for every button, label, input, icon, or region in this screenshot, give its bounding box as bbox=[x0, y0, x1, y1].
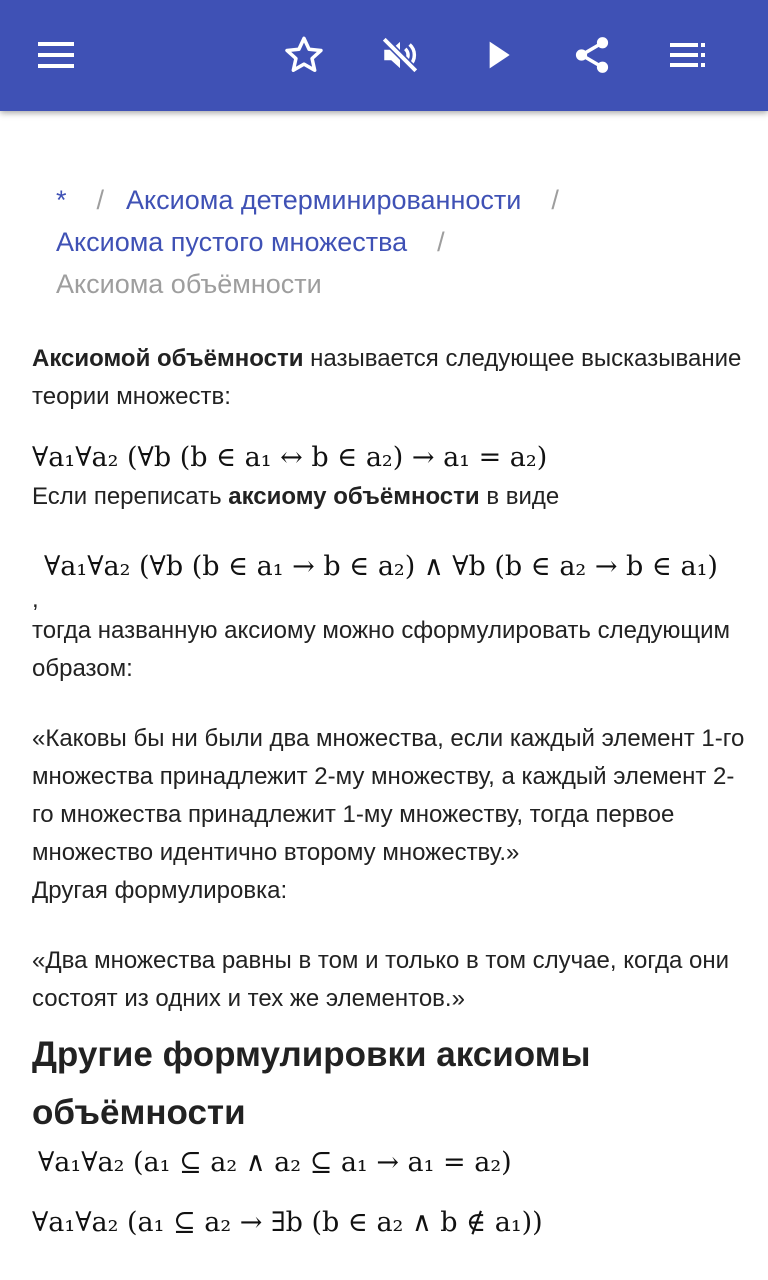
share-button[interactable] bbox=[564, 27, 620, 83]
list-icon bbox=[668, 35, 708, 75]
rewrite-pre: Если переписать bbox=[32, 483, 229, 510]
term-bold: Аксиомой объёмности bbox=[32, 345, 304, 372]
breadcrumb bbox=[56, 179, 756, 305]
then-paragraph: тогда названную аксиому можно сформулировать следующим образом: bbox=[32, 617, 731, 682]
quote-2: «Два множества равны в том и только в том случае, когда они состоят из одних и тех же элементов.» bbox=[32, 947, 730, 1012]
formula-1: ∀a₁∀a₂ (∀b (b ∈ a₁ ↔ b ∈ a₂) → a₁ = a₂) bbox=[32, 442, 548, 473]
section-heading: Другие формулировки аксиомы объёмности bbox=[32, 1035, 591, 1132]
share-icon bbox=[571, 34, 613, 76]
formula-4: ∀a₁∀a₂ (a₁ ⊆ a₂ → ∃b (b ∈ a₂ ∧ b ∉ a₁)) bbox=[32, 1207, 543, 1238]
contents-button[interactable] bbox=[660, 27, 716, 83]
breadcrumb-link-empty-set[interactable]: Аксиома пустого множества bbox=[56, 227, 408, 257]
rewrite-post: в виде bbox=[479, 483, 560, 510]
formula-comma: , bbox=[32, 586, 39, 613]
formula-2: ∀a₁∀a₂ (∀b (b ∈ a₁ → b ∈ a₂) ∧ ∀b (b ∈ a₂ → b ∈ a₁) bbox=[44, 551, 718, 582]
quote-1: «Каковы бы ни были два множества, если каждый элемент 1-го множества принадлежит 2-му множеству, а каждый элемент 2-го множества принадлежит 1-му множеству, тогда первое множество идентично второму множеству.» bbox=[32, 725, 745, 866]
mute-button[interactable] bbox=[372, 27, 428, 83]
play-icon bbox=[478, 35, 518, 75]
breadcrumb-current: Аксиома объёмности bbox=[56, 269, 322, 299]
app-toolbar bbox=[0, 0, 768, 111]
other-formulation-label: Другая формулировка: bbox=[32, 877, 288, 904]
breadcrumb-link-determinacy[interactable]: Аксиома детерминированности bbox=[126, 185, 522, 215]
star-outline-icon bbox=[283, 34, 325, 76]
formula-3: ∀a₁∀a₂ (a₁ ⊆ a₂ ∧ a₂ ⊆ a₁ → a₁ = a₂) bbox=[38, 1147, 512, 1178]
rewrite-paragraph bbox=[32, 478, 752, 516]
volume-off-icon bbox=[379, 34, 421, 76]
breadcrumb-separator: / bbox=[551, 185, 559, 215]
breadcrumb-home-link[interactable]: * bbox=[56, 185, 67, 215]
intro-paragraph bbox=[32, 340, 752, 416]
breadcrumb-separator: / bbox=[96, 185, 105, 215]
rewrite-bold: аксиому объёмности bbox=[228, 483, 480, 510]
article-body bbox=[32, 340, 752, 1244]
menu-icon bbox=[36, 35, 76, 75]
play-button[interactable] bbox=[470, 27, 526, 83]
favorite-button[interactable] bbox=[276, 27, 332, 83]
breadcrumb-separator: / bbox=[437, 227, 445, 257]
menu-button[interactable] bbox=[28, 27, 84, 83]
article-content bbox=[0, 111, 768, 1280]
intro-text: называется следующее высказывание теории множеств: bbox=[32, 345, 742, 410]
